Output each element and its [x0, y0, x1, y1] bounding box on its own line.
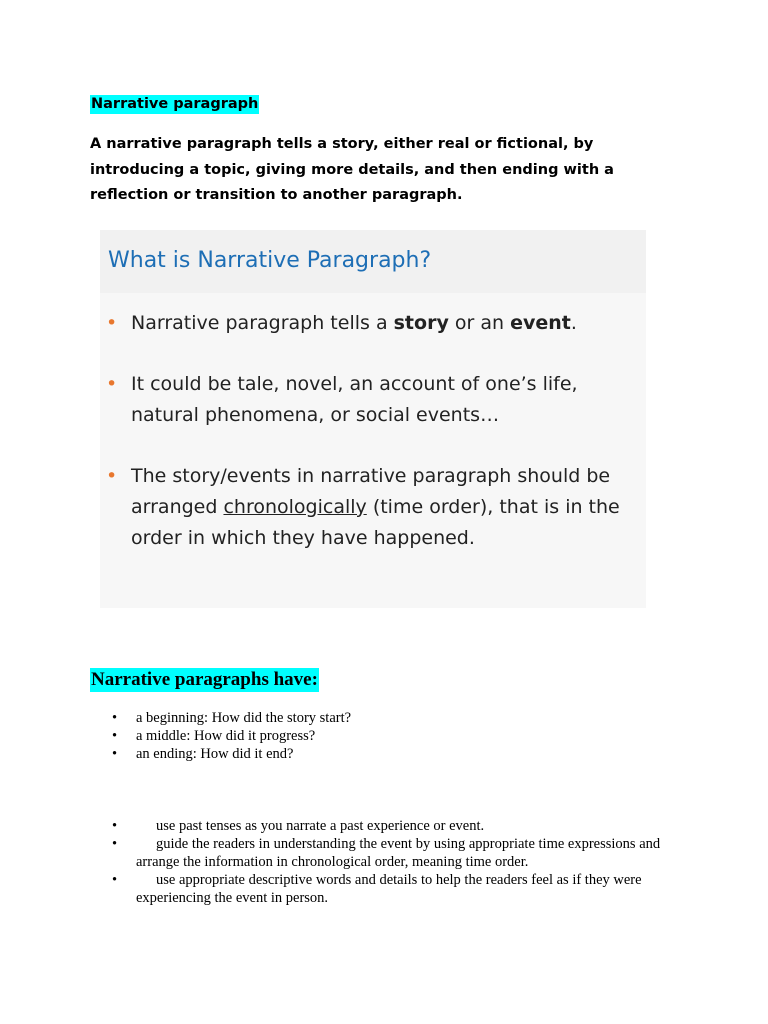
slide-bullet-underlined: chronologically — [223, 496, 367, 518]
list-item — [0, 871, 680, 907]
bullet-icon: • — [112, 836, 118, 852]
list-item-text: an ending: How did it end? — [136, 746, 294, 762]
slide-bullet-bold: story — [393, 312, 449, 334]
slide-bullet-dot-icon: • — [106, 373, 118, 395]
slide-title: What is Narrative Paragraph? — [108, 248, 432, 273]
bullet-icon: • — [112, 818, 118, 834]
slide-bullet-dot-icon: • — [106, 465, 118, 487]
heading-highlight: Narrative paragraph — [91, 96, 259, 112]
slide-bullet-text: . — [570, 312, 577, 334]
slide-bullet-list — [100, 308, 646, 554]
list-item-text: use appropriate descriptive words and details to help the readers feel as if they were experiencing the event in person. — [136, 872, 642, 906]
slide-title-bar — [100, 230, 646, 293]
list-item — [0, 727, 351, 745]
heading-highlight: Narrative paragraphs have: — [91, 669, 318, 690]
list-item — [0, 709, 351, 727]
slide-image — [100, 230, 646, 608]
slide-bullet-bold: event — [510, 312, 571, 334]
list-item-text: a beginning: How did the story start? — [136, 710, 352, 726]
slide-bullet-text: It could be tale, novel, an account of one’s life, natural phenomena, or social events… — [131, 373, 578, 426]
guidelines-list — [0, 817, 680, 907]
list-item-text: use past tenses as you narrate a past experience or event. — [156, 818, 485, 834]
slide-bullet-text: or an — [448, 312, 511, 334]
list-item — [0, 835, 680, 871]
parts-list — [0, 709, 351, 763]
list-item — [0, 817, 680, 835]
slide-bullet — [100, 369, 646, 431]
bullet-icon: • — [112, 710, 118, 726]
section-heading-narrative-paragraphs-have — [90, 667, 319, 693]
bullet-icon: • — [112, 728, 118, 744]
slide-bullet — [100, 461, 646, 554]
list-item-text: a middle: How did it progress? — [136, 728, 316, 744]
bullet-icon: • — [112, 746, 118, 762]
list-item-text: guide the readers in understanding the event by using appropriate time expressions and arrange the information in chronological order, meaning time order. — [136, 836, 661, 870]
slide-bullet-text: Narrative paragraph tells a — [131, 312, 394, 334]
slide-bullet-dot-icon: • — [106, 312, 118, 334]
slide-bullet-text: The story/events in narrative paragraph should be arranged — [131, 465, 611, 518]
section-heading-narrative-paragraph — [90, 94, 259, 114]
bullet-icon: • — [112, 872, 118, 888]
intro-paragraph: A narrative paragraph tells a story, either real or fictional, by introducing a topic, giving more details, and then ending with a reflection or transition to another paragraph. — [90, 136, 614, 203]
slide-bullet — [100, 308, 646, 339]
slide-bullet-text: (time order), that is in the order in which they have happened. — [131, 496, 620, 549]
list-item — [0, 745, 351, 763]
